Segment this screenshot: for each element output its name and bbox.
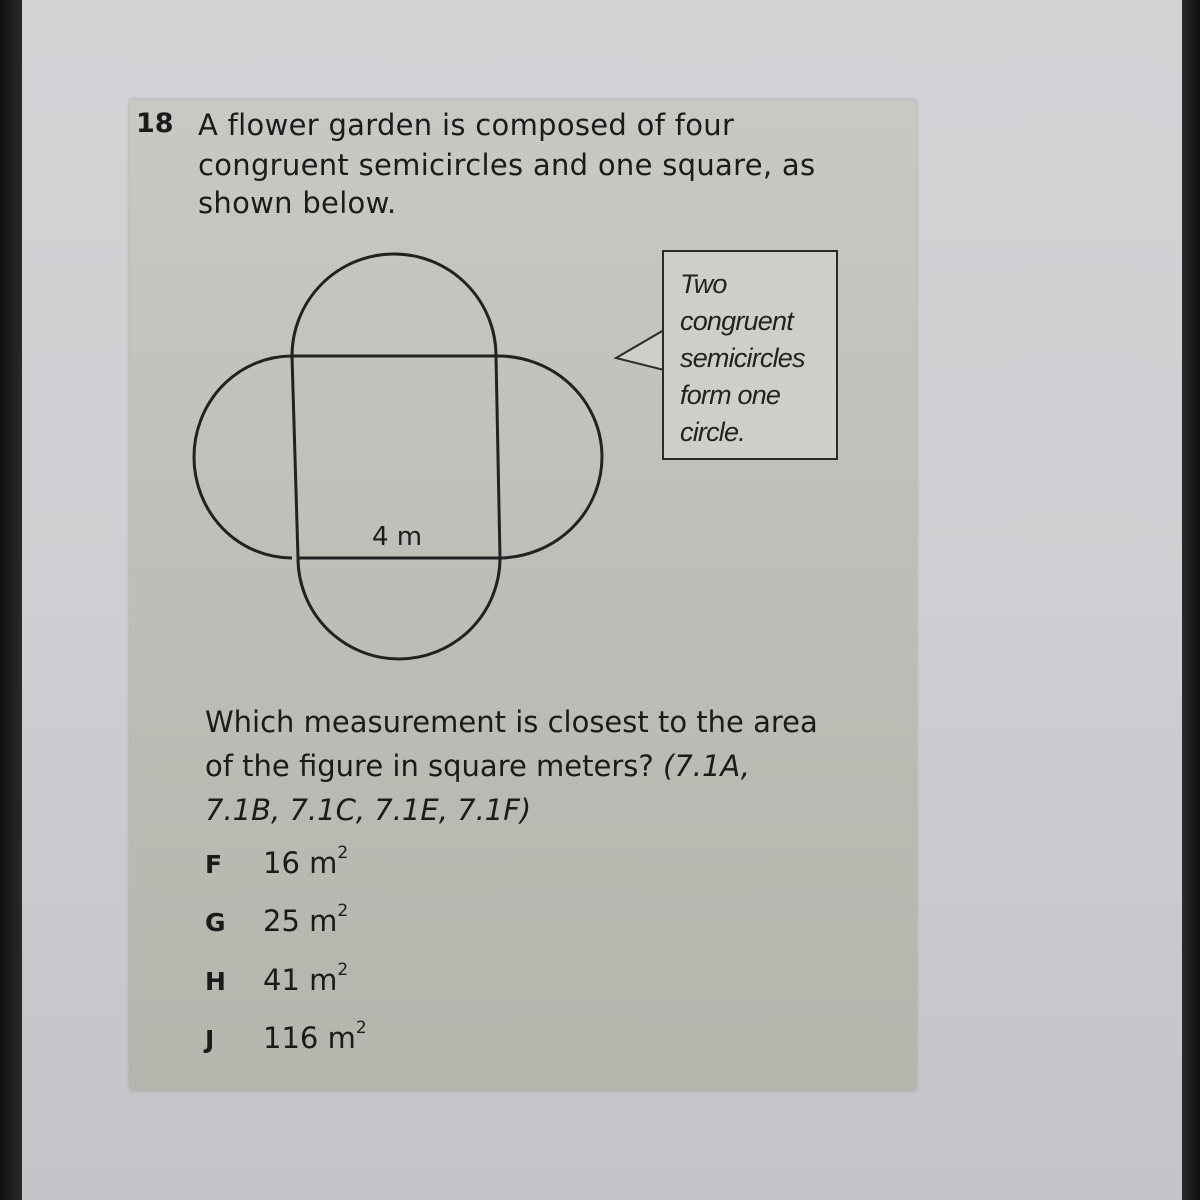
answer-choice-j[interactable]: [205, 1018, 367, 1055]
callout-pointer: [616, 330, 664, 370]
choice-letter: J: [205, 1025, 215, 1054]
answer-choice-f[interactable]: [205, 843, 349, 880]
choice-value: 41 m: [263, 963, 338, 997]
choice-exponent: 2: [337, 960, 349, 981]
semicircle-top: [292, 254, 496, 356]
choice-value: 25 m: [263, 904, 338, 938]
choice-value: 16 m: [263, 846, 338, 880]
prompt-line-2-text: of the figure in square meters?: [205, 749, 663, 783]
choice-value: 116 m: [263, 1021, 356, 1055]
semicircle-right: [496, 356, 602, 558]
standards-ref-2: 7.1B, 7.1C, 7.1E, 7.1F): [205, 793, 532, 827]
standards-ref-1: (7.1A,: [663, 749, 751, 783]
answer-choice-g[interactable]: [205, 901, 349, 938]
callout-line: semicircles: [680, 343, 805, 373]
semicircle-bottom: [298, 558, 500, 659]
question-text-line-3: shown below.: [198, 186, 397, 220]
prompt-line-2: [205, 744, 885, 788]
callout-line: congruent: [680, 306, 793, 336]
semicircle-left: [194, 356, 292, 558]
choice-exponent: 2: [337, 843, 349, 864]
callout-line: form one: [680, 380, 781, 410]
prompt-text: [205, 700, 885, 832]
choice-letter: H: [205, 967, 226, 996]
prompt-line-1: Which measurement is closest to the area: [205, 705, 818, 739]
callout-line: circle.: [680, 417, 745, 447]
question-number: 18: [136, 108, 174, 139]
choice-exponent: 2: [337, 901, 349, 922]
choice-exponent: 2: [355, 1018, 367, 1039]
side-length-label: 4 m: [372, 522, 423, 552]
choice-letter: G: [205, 908, 226, 937]
choice-letter: F: [205, 850, 223, 879]
callout-box: [662, 250, 838, 460]
answer-choice-h[interactable]: [205, 960, 349, 997]
callout-line: Two: [680, 269, 727, 299]
question-text-line-1: A flower garden is composed of four: [198, 108, 735, 142]
question-text-line-2: congruent semicircles and one square, as: [198, 148, 816, 182]
